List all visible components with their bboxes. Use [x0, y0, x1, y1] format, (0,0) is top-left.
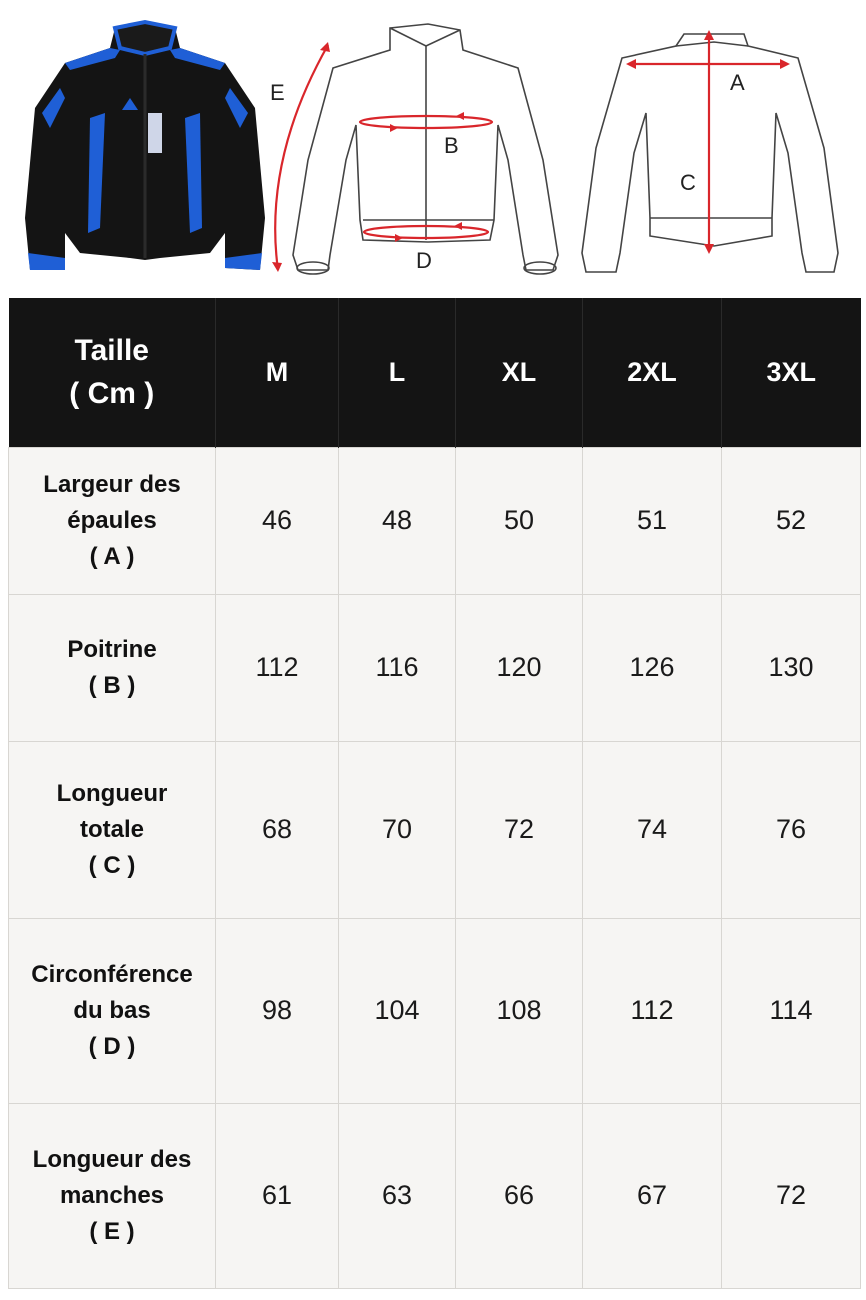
table-cell: 72	[722, 1103, 861, 1288]
header-size: 2XL	[583, 298, 722, 447]
front-sketch	[268, 20, 568, 290]
row-label	[9, 1103, 216, 1288]
table-cell: 72	[456, 741, 583, 918]
table-row	[9, 1103, 861, 1288]
row-label-line: totale	[79, 815, 144, 843]
table-cell: 98	[216, 918, 339, 1103]
row-label	[9, 594, 216, 741]
illustration-area	[0, 0, 866, 296]
table-cell: 126	[583, 594, 722, 741]
table-cell: 104	[339, 918, 456, 1103]
row-label-line: Poitrine	[67, 635, 157, 663]
row-code: ( B )	[88, 671, 136, 699]
header-size: XL	[456, 298, 583, 447]
letter-b: B	[444, 133, 459, 158]
table-cell: 130	[722, 594, 861, 741]
table-cell: 120	[456, 594, 583, 741]
row-code: ( C )	[88, 851, 136, 879]
table-cell: 50	[456, 447, 583, 594]
table-row	[9, 447, 861, 594]
table-cell: 70	[339, 741, 456, 918]
row-label-line: Circonférence	[31, 960, 193, 988]
table-cell: 112	[216, 594, 339, 741]
letter-e: E	[270, 80, 285, 105]
letter-c: C	[680, 170, 696, 195]
table-cell: 51	[583, 447, 722, 594]
row-label	[9, 447, 216, 594]
table-cell: 46	[216, 447, 339, 594]
row-label-line: du bas	[73, 996, 151, 1024]
row-code: ( E )	[89, 1217, 135, 1245]
table-row	[9, 741, 861, 918]
header-size: L	[339, 298, 456, 447]
table-cell: 52	[722, 447, 861, 594]
row-label	[9, 741, 216, 918]
header-size: 3XL	[722, 298, 861, 447]
row-code: ( D )	[88, 1032, 136, 1060]
table-cell: 48	[339, 447, 456, 594]
row-label-line: Longueur des	[32, 1145, 192, 1173]
table-cell: 108	[456, 918, 583, 1103]
row-label-line: Largeur des	[43, 470, 181, 498]
table-cell: 66	[456, 1103, 583, 1288]
size-chart-table	[8, 298, 860, 1288]
header-label	[9, 298, 216, 447]
table-row	[9, 594, 861, 741]
row-label	[9, 918, 216, 1103]
table-cell: 116	[339, 594, 456, 741]
letter-a: A	[730, 70, 745, 95]
table-cell: 76	[722, 741, 861, 918]
table-cell: 68	[216, 741, 339, 918]
table-cell: 74	[583, 741, 722, 918]
table-cell: 67	[583, 1103, 722, 1288]
header-label-line1: Taille	[74, 333, 149, 367]
table-cell: 112	[583, 918, 722, 1103]
row-label-line: Longueur	[56, 779, 168, 807]
row-label-line: épaules	[67, 506, 157, 534]
row-code: ( A )	[89, 542, 135, 570]
header-label-line2: ( Cm )	[69, 377, 155, 411]
jacket-photo	[20, 18, 270, 280]
table-cell: 63	[339, 1103, 456, 1288]
table-cell: 61	[216, 1103, 339, 1288]
header-size: M	[216, 298, 339, 447]
table-row	[9, 918, 861, 1103]
letter-d: D	[416, 248, 432, 273]
back-sketch	[576, 28, 846, 288]
row-label-line: manches	[59, 1181, 165, 1209]
header-row	[9, 298, 861, 447]
table-cell: 114	[722, 918, 861, 1103]
